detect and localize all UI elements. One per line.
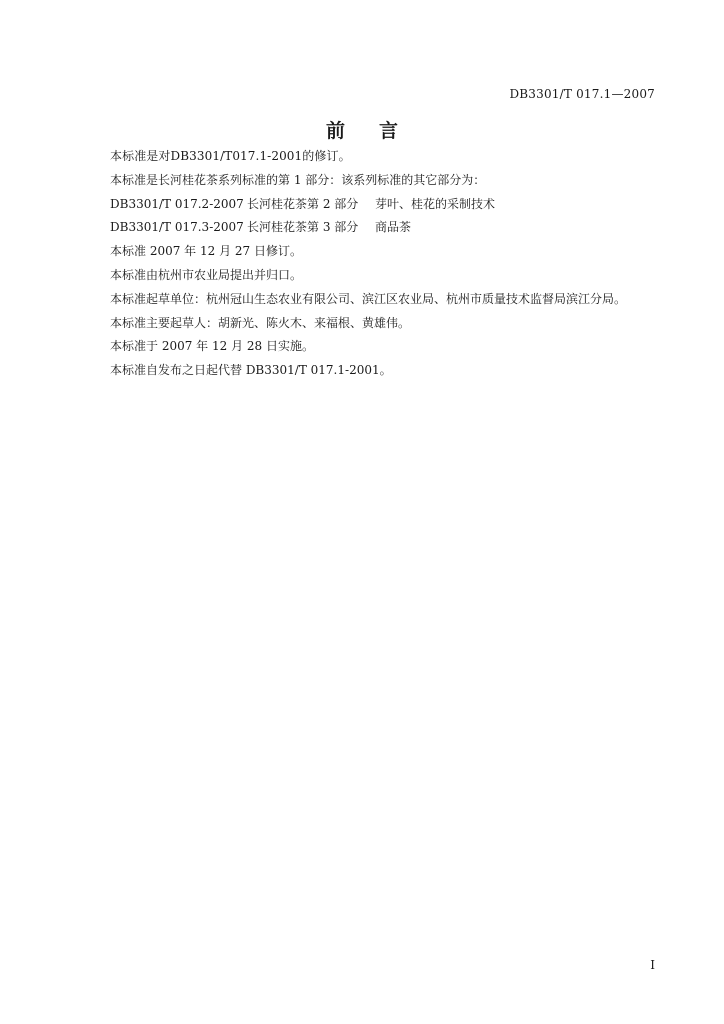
standard-code-header: DB3301/T 017.1—2007: [509, 87, 655, 101]
series-part-2-row: [110, 196, 690, 220]
series-statement: 本标准是长河桂花茶系列标准的第 1 部分：该系列标准的其它部分为：: [110, 172, 486, 187]
drafters: 本标准主要起草人：胡新光、陈火木、来福根、黄雄伟。: [110, 315, 411, 330]
page-number: I: [650, 958, 655, 972]
proposer-statement: 本标准由杭州市农业局提出并归口。: [110, 267, 303, 282]
part-2-code: DB3301/T 017.2-2007: [110, 196, 244, 211]
drafting-units: 本标准起草单位：杭州冠山生态农业有限公司、滨江区农业局、杭州市质量技术监督局滨江分局。: [110, 291, 627, 306]
revision-date: 本标准 2007 年 12 月 27 日修订。: [110, 244, 302, 259]
series-part-3-row: [110, 219, 690, 243]
revision-statement: 本标准是对DB3301/T017.1-2001的修订。: [110, 149, 351, 163]
part-3-name: 商品茶: [375, 220, 412, 235]
part-3-label: 长河桂花茶第 3 部分: [247, 220, 359, 235]
replacement-statement: 本标准自发布之日起代替 DB3301/T 017.1-2001。: [110, 363, 392, 378]
implementation-date: 本标准于 2007 年 12 月 28 日实施。: [110, 339, 314, 354]
part-3-code: DB3301/T 017.3-2007: [110, 220, 244, 235]
part-2-name: 芽叶、桂花的采制技术: [375, 196, 496, 211]
foreword-body: [110, 148, 690, 386]
page-title: 前言: [325, 120, 432, 142]
part-2-label: 长河桂花茶第 2 部分: [247, 196, 359, 211]
